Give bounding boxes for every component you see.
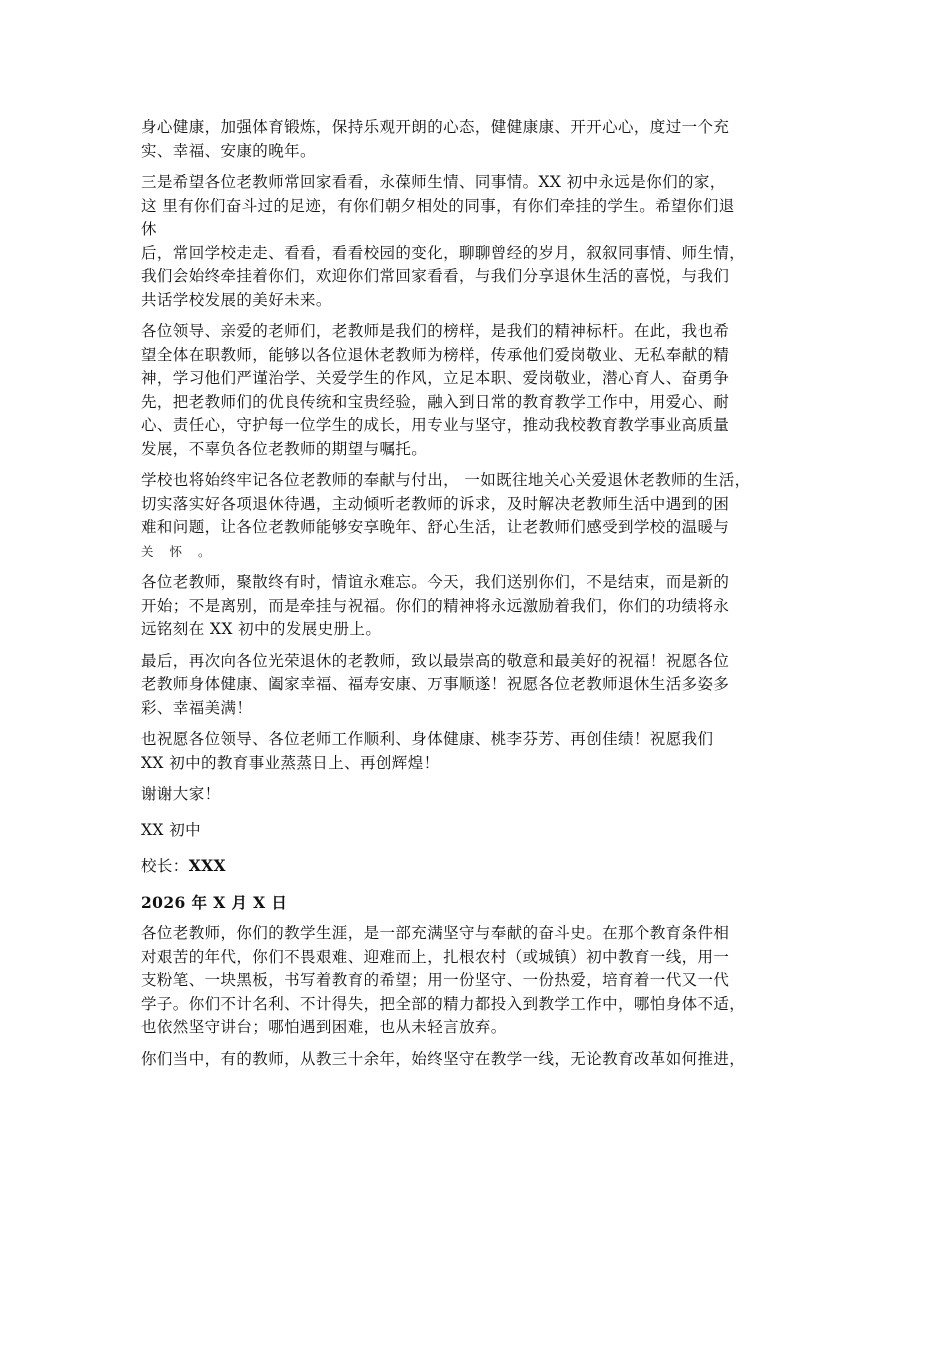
paragraph-wishes [141, 728, 811, 775]
text-line: 也祝愿各位领导、各位老师工作顺利、身体健康、桃李芬芳、再创佳绩！祝愿我们 [141, 730, 714, 748]
text-line: 学子。你们不计名利、不计得失，把全部的精力都投入到教学工作中，哪怕身体不适， [141, 994, 746, 1013]
paragraph-farewell [141, 571, 811, 642]
thanks-text: 谢谢大家！ [141, 785, 221, 803]
principal-label: 校长： [141, 857, 189, 875]
text-line: 各位领导、亲爱的老师们，老教师是我们的榜样，是我们的精神标杆。在此，我也希 [141, 322, 730, 340]
text-line: 实、幸福、安康的晚年。 [141, 141, 316, 160]
text-line: 对艰苦的年代，你们不畏艰难、迎难而上，扎根农村（或城镇）初中教育一线，用一 [141, 947, 730, 966]
text-line: 支粉笔、一块黑板，书写着教育的希望；用一份坚守、一份热爱，培育着一代又一代 [141, 971, 730, 989]
text-line: 望全体在职教师，能够以各位退休老教师为榜样，传承他们爱岗敬业、无私奉献的精 [141, 345, 730, 364]
text-line: 你们当中，有的教师，从教三十余年，始终坚守在教学一线，无论教育改革如何推进， [141, 1049, 746, 1068]
text-line: 这 里有你们奋斗过的足迹，有你们朝夕相处的同事，有你们牵挂的学生。希望你们退 [141, 196, 735, 215]
text-line: 难和问题，让各位老教师能够安享晚年、舒心生活，让老教师们感受到学校的温暖与 [141, 518, 730, 536]
text-line: 神，学习他们严谨治学、关爱学生的作风，立足本职、爱岗敬业，潜心育人、奋勇争 [141, 369, 730, 387]
school-name: XX 初中 [141, 820, 201, 839]
paragraph-health [141, 116, 811, 163]
paragraph-role-model [141, 320, 811, 461]
text-line: 后，常回学校走走、看看，看看校园的变化，聊聊曾经的岁月，叙叙同事情、师生情， [141, 243, 746, 262]
principal-line [141, 854, 811, 879]
text-line: 共话学校发展的美好未来。 [141, 290, 332, 309]
text-line: 我们会始终牵挂着你们，欢迎你们常回家看看，与我们分享退休生活的喜悦，与我们 [141, 267, 730, 285]
text-line: 远铭刻在 XX 初中的发展史册上。 [141, 620, 382, 638]
thanks-line [141, 783, 811, 807]
text-line: 发展，不辜负各位老教师的期望与嘱托。 [141, 439, 428, 458]
text-line: 心、责任心，守护每一位学生的成长，用专业与坚守，推动我校教育教学事业高质量 [141, 416, 730, 434]
principal-signature [141, 854, 811, 879]
paragraph-school-care [141, 469, 811, 563]
text-line: XX 初中的教育事业蒸蒸日上、再创辉煌！ [141, 753, 440, 772]
date-line [141, 891, 811, 915]
paragraph-come-home [141, 171, 811, 312]
text-line: 身心健康，加强体育锻炼，保持乐观开朗的心态，健健康康、开开心心，度过一个充 [141, 118, 730, 136]
principal-name: XXX [188, 856, 226, 875]
text-line: 老教师身体健康、阖家幸福、福寿安康、万事顺遂！祝愿各位老教师退休生活多姿多 [141, 675, 730, 693]
text-line: 学校也将始终牢记各位老教师的奉献与付出， 一如既往地关心关爱退休老教师的生活， [141, 471, 751, 489]
paragraph-career [141, 922, 811, 1040]
document-body [141, 116, 811, 1079]
text-line: 关 怀 。 [141, 543, 217, 559]
text-line: 三是希望各位老教师常回家看看，永葆师生情、同事情。XX 初中永远是你们的家， [141, 173, 726, 191]
school-signature [141, 819, 811, 843]
text-line: 休 [141, 220, 157, 238]
text-line: 各位老教师，聚散终有时，情谊永难忘。今天，我们送别你们，不是结束，而是新的 [141, 573, 730, 591]
text-line: 也依然坚守讲台；哪怕遇到困难，也从未轻言放弃。 [141, 1018, 507, 1036]
text-line: 彩、幸福美满！ [141, 698, 253, 717]
text-line: 最后，再次向各位光荣退休的老教师，致以最崇高的敬意和最美好的祝福！祝愿各位 [141, 651, 730, 670]
text-line: 各位老教师，你们的教学生涯，是一部充满坚守与奉献的奋斗史。在那个教育条件相 [141, 924, 730, 942]
paragraph-veterans [141, 1048, 811, 1072]
text-line: 先，把老教师们的优良传统和宝贵经验，融入到日常的教育教学工作中，用爱心、耐 [141, 392, 730, 411]
date-text: 2026 年 X 月 X 日 [141, 892, 288, 912]
text-line: 开始；不是离别，而是牵挂与祝福。你们的精神将永远激励着我们，你们的功绩将永 [141, 596, 730, 615]
paragraph-blessing [141, 650, 811, 721]
text-line: 切实落实好各项退休待遇，主动倾听老教师的诉求，及时解决老教师生活中遇到的困 [141, 494, 730, 513]
